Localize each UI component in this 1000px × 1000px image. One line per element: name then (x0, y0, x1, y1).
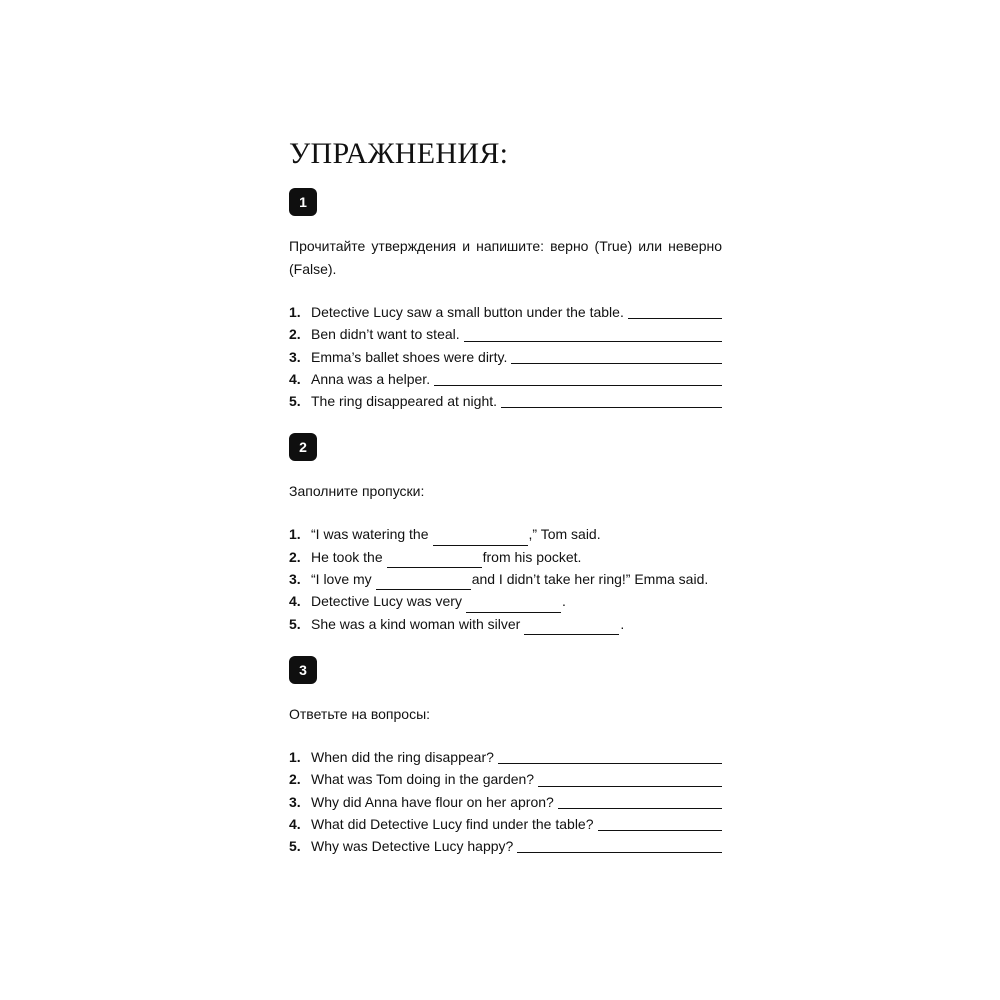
list-item (289, 746, 722, 768)
item-number: 4. (289, 593, 301, 610)
item-text-before: “I love my (311, 571, 372, 588)
answer-line[interactable] (517, 851, 722, 853)
item-number: 5. (289, 393, 301, 410)
list-item (289, 368, 722, 390)
item-text-after: and I didn’t take her ring!” Emma said. (471, 571, 709, 588)
item-text-after: . (620, 615, 625, 632)
item-number: 5. (289, 615, 301, 632)
exercise-instruction: Ответьте на вопросы: (289, 705, 431, 722)
item-number: 3. (289, 571, 301, 588)
fill-blank[interactable] (376, 575, 471, 590)
answer-line[interactable] (511, 362, 722, 364)
question-list (289, 746, 722, 857)
item-text-before: “I was watering the (311, 526, 429, 543)
item-text: Ben didn’t want to steal. (311, 326, 460, 343)
fill-blank[interactable] (433, 531, 528, 546)
exercise-1 (289, 188, 722, 412)
answer-line[interactable] (538, 785, 722, 787)
item-number: 1. (289, 748, 301, 765)
item-number: 2. (289, 326, 301, 343)
fill-in-list (289, 523, 722, 634)
item-number: 5. (289, 838, 301, 855)
item-text-before: He took the (311, 548, 383, 565)
answer-line[interactable] (464, 340, 722, 342)
fill-blank[interactable] (466, 598, 561, 613)
exercise-number-badge: 2 (289, 433, 317, 461)
list-item (289, 546, 722, 568)
item-text-after: ,” Tom said. (528, 526, 601, 543)
item-text: Emma’s ballet shoes were dirty. (311, 348, 508, 365)
exercise-instruction: Заполните пропуски: (289, 483, 425, 500)
list-item (289, 768, 722, 790)
item-text-before: She was a kind woman with silver (311, 615, 521, 632)
exercise-instruction: Прочитайте утверждения и напишите: верно (True) или неверно (False). (289, 238, 722, 277)
exercise-3 (289, 656, 722, 857)
list-item (289, 346, 722, 368)
item-text-after: . (561, 593, 566, 610)
list-item (289, 613, 722, 635)
list-item (289, 301, 722, 323)
item-number: 1. (289, 526, 301, 543)
item-number: 4. (289, 815, 301, 832)
item-text: What did Detective Lucy find under the table? (311, 815, 594, 832)
item-text-before: Detective Lucy was very (311, 593, 462, 610)
item-number: 4. (289, 370, 301, 387)
statement-list (289, 301, 722, 412)
fill-blank[interactable] (524, 620, 619, 635)
item-number: 2. (289, 548, 301, 565)
answer-line[interactable] (498, 762, 722, 764)
item-number: 3. (289, 348, 301, 365)
list-item (289, 813, 722, 835)
item-number: 2. (289, 771, 301, 788)
page-title: УПРАЖНЕНИЯ: (289, 137, 509, 170)
list-item (289, 835, 722, 857)
item-text: Why was Detective Lucy happy? (311, 838, 514, 855)
item-text: Detective Lucy saw a small button under the table. (311, 304, 624, 320)
item-text-after: from his pocket. (482, 548, 582, 565)
list-item (289, 590, 722, 612)
item-number: 3. (289, 793, 301, 810)
answer-line[interactable] (598, 829, 722, 831)
answer-line[interactable] (628, 317, 722, 319)
exercise-2 (289, 433, 722, 634)
answer-line[interactable] (501, 406, 722, 408)
item-text: Anna was a helper. (311, 370, 431, 387)
item-text: Why did Anna have flour on her apron? (311, 793, 554, 810)
item-text: What was Tom doing in the garden? (311, 771, 535, 788)
item-text: The ring disappeared at night. (311, 393, 498, 410)
item-number: 1. (289, 304, 301, 320)
list-item (289, 568, 722, 590)
answer-line[interactable] (434, 384, 722, 386)
exercise-number-badge: 1 (289, 188, 317, 216)
list-item (289, 323, 722, 345)
item-text: When did the ring disappear? (311, 748, 494, 765)
list-item (289, 390, 722, 412)
fill-blank[interactable] (387, 553, 482, 568)
exercises-page (289, 136, 722, 857)
list-item (289, 791, 722, 813)
list-item (289, 523, 722, 545)
answer-line[interactable] (558, 807, 722, 809)
exercise-number-badge: 3 (289, 656, 317, 684)
